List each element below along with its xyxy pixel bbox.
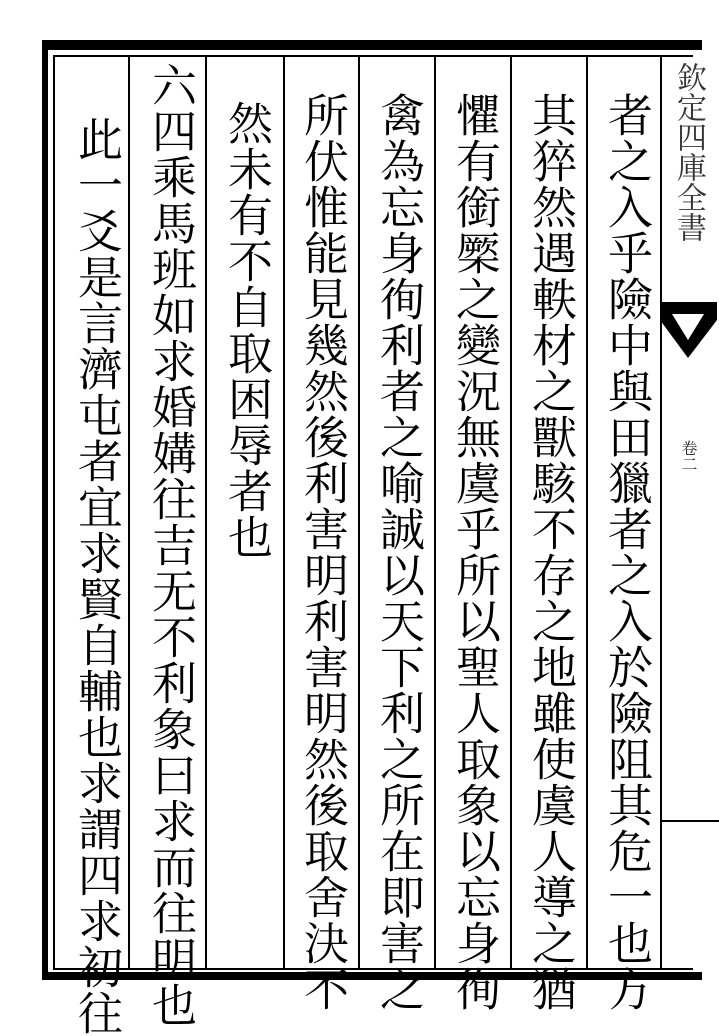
text-column-2: 其猝然遇軼材之獸駭不存之地雖使虞人導之猶	[524, 92, 577, 1012]
fish-tail-mark	[658, 300, 719, 360]
margin-rule	[660, 820, 719, 822]
column-rule	[205, 55, 207, 970]
column-rule	[510, 55, 512, 970]
margin-book-title: 欽定四庫全書	[671, 62, 706, 242]
margin-juan-label: 卷二	[679, 440, 698, 472]
text-column-5: 所伏惟能見幾然後利害明利害明然後取舍決不	[296, 92, 349, 1012]
text-column-3: 懼有銜橜之變況無虞乎所以聖人取象以忘身徇	[448, 92, 501, 1012]
text-column-8: 此一爻是言濟屯者宜求賢自輔也求謂四求初往	[70, 116, 123, 1036]
column-rule	[128, 55, 130, 970]
text-column-4: 禽為忘身徇利者之喻誠以天下利之所在即害之	[372, 92, 425, 1012]
column-rule	[283, 55, 285, 970]
column-rule	[358, 55, 360, 970]
text-column-1: 者之入乎險中與田獵者之入於險阻其危一也方	[600, 92, 653, 1012]
column-rule	[434, 55, 436, 970]
column-rule	[586, 55, 588, 970]
text-column-7: 六四乘馬班如求婚媾往吉无不利象曰求而往明也	[144, 62, 197, 1028]
text-column-6: 然未有不自取困辱者也	[220, 100, 273, 560]
